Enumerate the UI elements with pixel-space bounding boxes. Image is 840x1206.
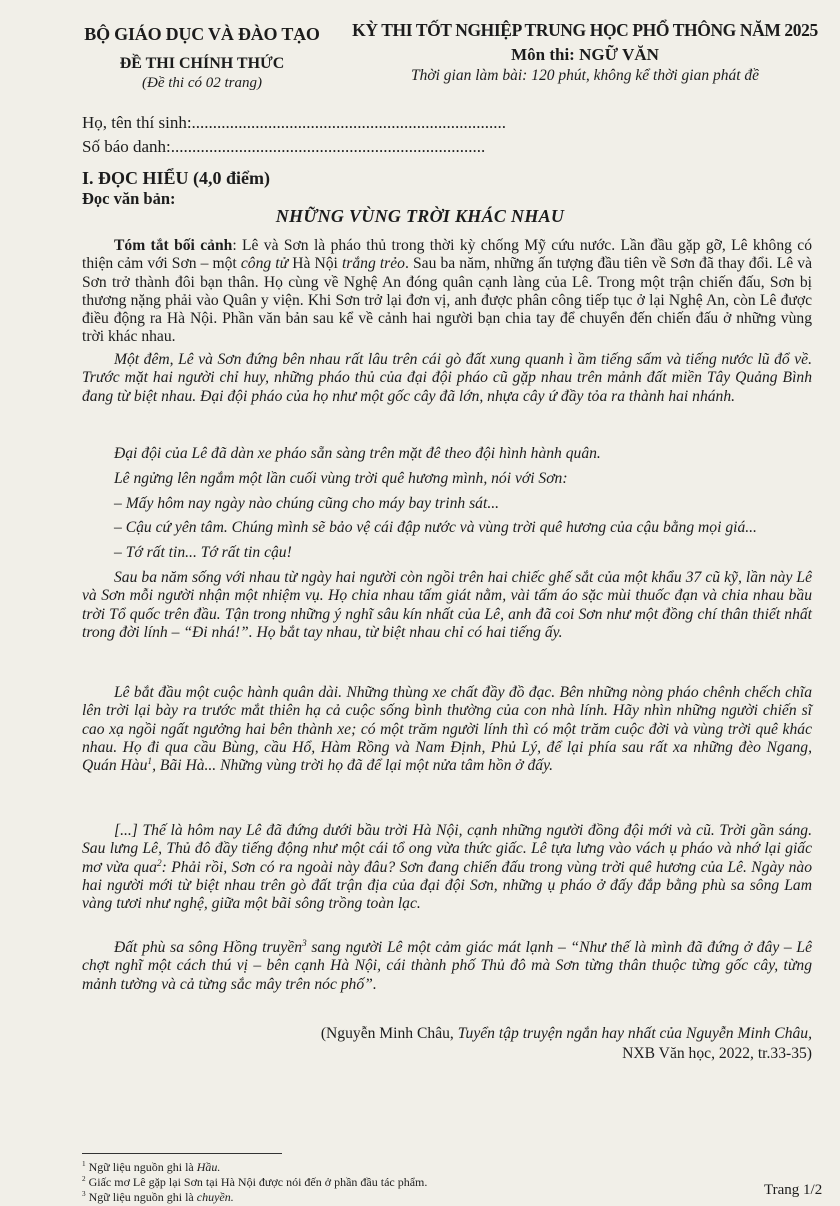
paragraph-text: Đất phù sa sông Hồng truyền	[114, 939, 302, 956]
page-number: Trang 1/2	[764, 1182, 823, 1198]
paragraph	[82, 939, 812, 994]
summary-text: Hà Nội	[288, 255, 342, 273]
pages-note: (Đề thi có 02 trang)	[142, 75, 262, 91]
footnote-number: 2	[82, 1175, 86, 1183]
paragraph: Đại đội của Lê đã dàn xe pháo sẵn sàng trên mặt đê theo đội hình hành quân.	[114, 445, 601, 462]
official-label: ĐỀ THI CHÍNH THỨC	[119, 55, 285, 72]
ministry-name: BỘ GIÁO DỤC VÀ ĐÀO TẠO	[84, 24, 320, 44]
footnote-divider	[82, 1153, 282, 1154]
footnote-ref: 3	[302, 938, 307, 949]
footnote-text: Ngữ liệu nguồn ghi là	[85, 1190, 197, 1204]
dialogue-line: – Cậu cứ yên tâm. Chúng mình sẽ bảo vệ cái đập nước và vùng trời quê hương của cậu bằng mọi giá...	[114, 519, 757, 536]
source-book: Tuyển tập truyện ngắn hay nhất của Nguyễn Minh Châu,	[457, 1025, 812, 1042]
exam-time: Thời gian làm bài: 120 phút, không kể thời gian phát đề	[410, 67, 760, 84]
source-citation	[82, 1024, 812, 1064]
footnote	[82, 1190, 234, 1205]
summary-text: : Lê và Sơn là pháo thủ trong thời kỳ chống Mỹ cứu nước. Lần đầu gặp gỡ, Lê không có thiện cảm với Sơn – một	[82, 237, 812, 273]
paragraph-text: [...] Thế là hôm nay Lê đã đứng dưới bầu trời Hà Nội, cạnh những người đồng đội mới và cũ. Trời gần sáng. Sau lưng Lê, Thủ đô đầy tiếng động như một cái tổ ong vừa thức giấc. Lê tựa lưng vào vách ụ pháo và nhớ lại giấc mơ vừa qua	[82, 822, 812, 876]
summary-emphasis: trắng trẻo	[341, 255, 405, 273]
footnote-number: 3	[82, 1190, 86, 1198]
paragraph	[82, 684, 812, 775]
section-title: I. ĐỌC HIỂU (4,0 điểm)	[82, 168, 270, 188]
paragraph-text: : Phải rồi, Sơn có ra ngoài này đâu? Sơn đang chiến đấu trong vùng trời quê hương của Lê. Ngày nào hai người mới từ biệt nhau trên gò đất trận địa của đại đội Sơn, những ụ pháo ở đấy đắp bằng phù sa sông Lam vàng tươi như nghệ, giữa một bãi sông trồng toàn lạc.	[82, 858, 812, 913]
candidate-id-field: Số báo danh:..........................................................................	[82, 137, 486, 156]
section-subtitle: Đọc văn bản:	[82, 189, 176, 208]
paragraph: Lê ngửng lên ngắm một lần cuối vùng trời quê hương mình, nói với Sơn:	[114, 470, 568, 487]
source-author: (Nguyễn Minh Châu,	[320, 1025, 458, 1042]
candidate-name-field: Họ, tên thí sinh:..........................................................................	[82, 113, 507, 132]
paragraph-text: , Bãi Hà... Những vùng trời họ đã để lại một nửa tâm hồn ở đấy.	[152, 757, 554, 775]
summary-text: . Sau ba năm, những ấn tượng đầu tiên về Sơn đã thay đổi. Lê và Sơn trở thành đôi bạn thân. Họ cùng về Nghệ An đóng quân cạnh làng của Lê. Trong một trận chiến đấu, Sơn bị thương nặng phải vào Quân y viện. Khi Sơn trở lại đơn vị, anh được phân công tiếp tục ở lại Nghệ An, còn Lê được điều động ra Hà Nội. Phần văn bản sau kể về cảnh hai người bạn chia tay để chuyển đến chiến đấu ở những vùng trời khác nhau.	[82, 255, 812, 346]
exam-subject: Môn thi: NGỮ VĂN	[511, 45, 659, 64]
story-title: NHỮNG VÙNG TRỜI KHÁC NHAU	[275, 206, 565, 226]
header-left	[52, 24, 352, 92]
summary-emphasis: công tử	[240, 255, 289, 273]
footnote	[82, 1160, 220, 1175]
source-line	[82, 1024, 812, 1044]
header-right	[335, 20, 835, 85]
paragraph-text: Lê bắt đầu một cuộc hành quân dài. Những thùng xe chất đầy đồ đạc. Bên những nòng pháo chênh chếch chĩa lên trời lại bày ra trước mắt thiên hạ cả cuộc sống bình thường của con nhà lính. Hãy nhìn những người chiến sĩ cao xạ ngồi ngất ngưởng hai bên thành xe; có một trăm người lính thì có một trăm cuộc đời và vùng trời quê khác nhau. Họ đi qua cầu Bùng, cầu Hổ, Hàm Rồng và Nam Định, Phủ Lý, để lại phía sau rất xa những đèo Ngang, Quán Hàu	[82, 684, 812, 775]
footnote-emphasis: chuyền.	[196, 1190, 234, 1204]
footnote-emphasis: Hầu.	[196, 1160, 221, 1174]
context-summary	[82, 237, 812, 347]
paragraph: Một đêm, Lê và Sơn đứng bên nhau rất lâu trên cái gò đất xung quanh ì ầm tiếng sấm và tiếng nước lũ đổ về. Trước mặt hai người chỉ huy, những pháo thủ của đại đội pháo cũ gặp nhau trên mảnh đất miền Tây Quảng Bình đang từ biệt nhau. Đại đội pháo của họ như một gốc cây đã lớn, nhựa cây ứ đầy tỏa ra thành hai nhánh.	[82, 351, 812, 405]
source-publisher: NXB Văn học, 2022, tr.33-35)	[622, 1045, 812, 1062]
dialogue-line: – Mấy hôm nay ngày nào chúng cũng cho máy bay trinh sát...	[114, 495, 500, 512]
footnote-text: Giấc mơ Lê gặp lại Sơn tại Hà Nội được nói đến ở phần đầu tác phẩm.	[85, 1175, 428, 1189]
footnote-text: Ngữ liệu nguồn ghi là	[85, 1160, 197, 1174]
footnote-number: 1	[82, 1160, 86, 1168]
summary-label: Tóm tắt bối cảnh	[114, 237, 233, 254]
paragraph	[82, 822, 812, 913]
paragraph: Sau ba năm sống với nhau từ ngày hai người còn ngồi trên hai chiếc ghế sắt của một khẩu 37 cũ kỹ, lần này Lê và Sơn mỗi người nhận một nhiệm vụ. Họ chia nhau tấm giát nằm, vài tấm áo sặc mùi thuốc đạn và chia nhau bầu trời Tổ quốc trên đầu. Tận trong những ý nghĩ sâu kín nhất của Lê, anh đã coi Sơn như một đồng chí thân thiết nhất trong đời lính – “Đi nhá!”. Họ bắt tay nhau, từ biệt nhau chỉ có hai tiếng ấy.	[82, 569, 812, 641]
footnote-ref: 1	[147, 757, 153, 767]
footnote	[82, 1175, 427, 1190]
dialogue-line: – Tớ rất tin... Tớ rất tin cậu!	[114, 544, 292, 561]
footnote-ref: 2	[156, 858, 162, 869]
exam-title: KỲ THI TỐT NGHIỆP TRUNG HỌC PHỔ THÔNG NĂM 2025	[352, 20, 818, 40]
paragraph-text: sang người Lê một cảm giác mát lạnh – “Như thế là mình đã đứng ở đây – Lê chợt nghĩ một cách thú vị – bên cạnh Hà Nội, cái thành phố Thủ đô mà Sơn từng thân thuộc từng gốc cây, từng mảnh tường và cả từng sắc mây trên nóc phố”.	[82, 939, 812, 993]
